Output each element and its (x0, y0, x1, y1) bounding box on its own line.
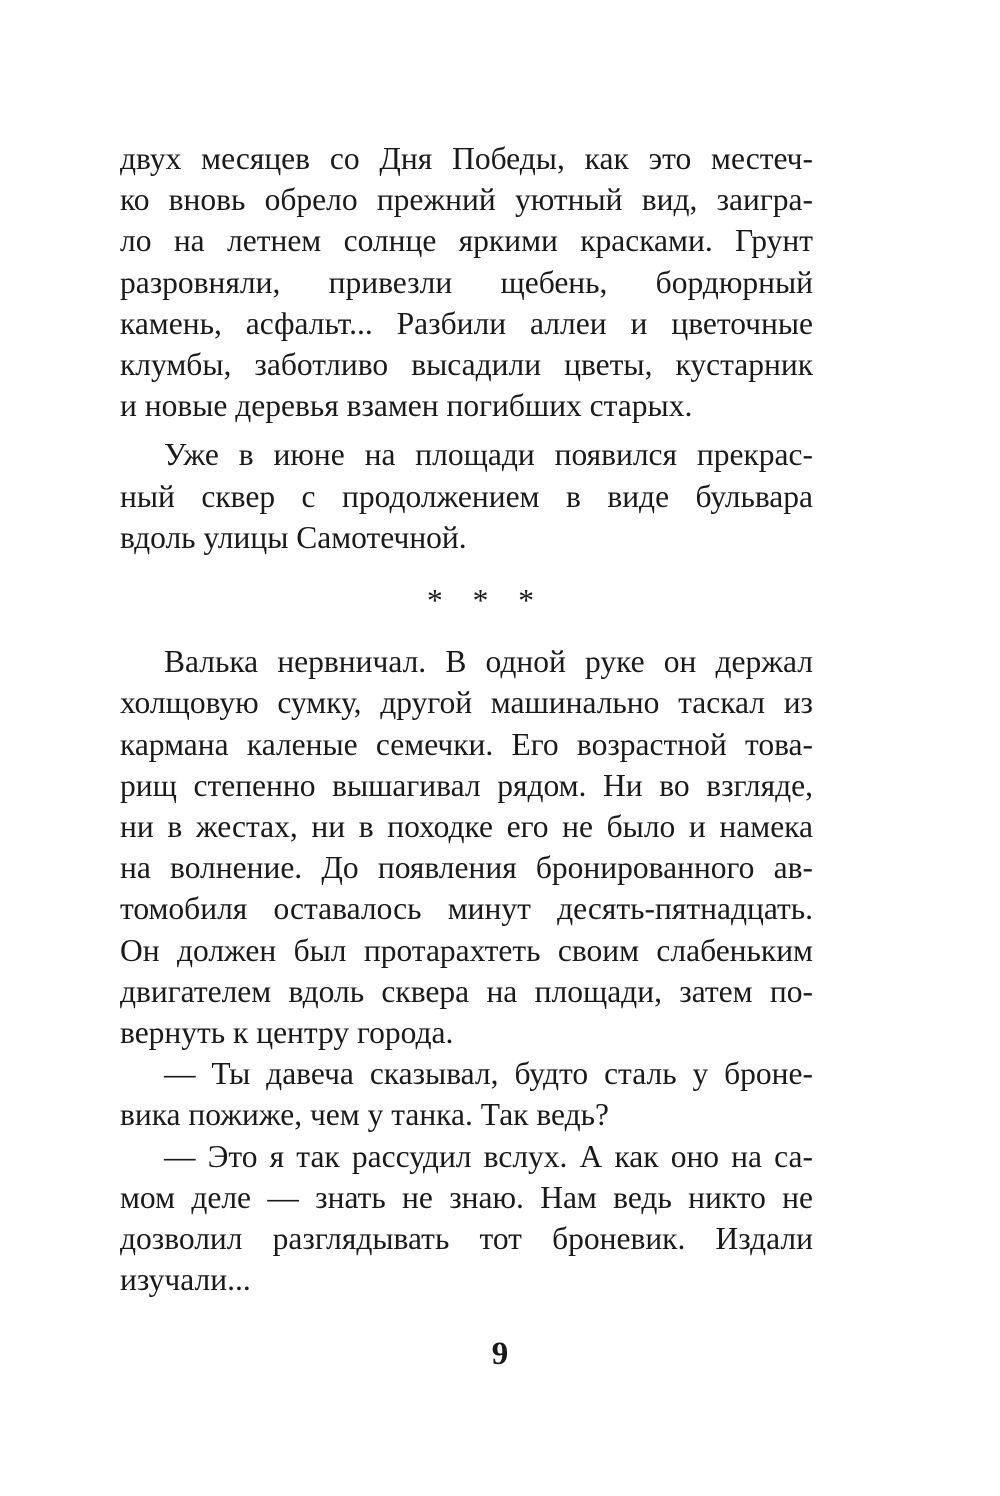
paragraph-1 (120, 138, 813, 426)
paragraph-3 (120, 641, 813, 1053)
text-line: ный сквер с продолжением в виде бульвара (120, 478, 813, 514)
dialogue-2 (120, 1136, 813, 1301)
text-line: Уже в июне на площади появился прекрас- (164, 437, 813, 473)
text-line: рищ степенно вышагивал рядом. Ни во взгляде, (120, 767, 813, 803)
text-line: клумбы, заботливо высадили цветы, кустарник (120, 347, 813, 383)
text-line: вдоль улицы Самотечной. (120, 519, 467, 555)
text-line: и новые деревья взамен погибших старых. (120, 388, 693, 424)
text-line: мом деле — знать не знаю. Нам ведь никто не (120, 1179, 813, 1215)
dialogue-1 (120, 1053, 813, 1135)
text-line: вернуть к центру города. (120, 1015, 454, 1051)
page-number: 9 (491, 1336, 509, 1372)
text-line: томобиля оставалось минут десять-пятнадцать. (120, 891, 813, 927)
text-line: ко вновь обрело прежний уютный вид, заигра- (120, 182, 813, 218)
text-line: дозволил разглядывать тот броневик. Издали (120, 1221, 813, 1257)
text-line: — Это я так рассудил вслух. А как оно на са- (164, 1138, 813, 1174)
text-line: — Ты давеча сказывал, будто сталь у броне- (164, 1056, 813, 1092)
text-line: вика пожиже, чем у танка. Так ведь? (120, 1097, 609, 1133)
section-separator: * * * (427, 583, 534, 619)
text-line: ло на летнем солнце яркими красками. Грунт (120, 223, 813, 259)
text-line: двигателем вдоль сквера на площади, затем по- (120, 973, 813, 1009)
text-line: двух месяцев со Дня Победы, как это местеч- (120, 141, 813, 176)
text-line: разровняли, привезли щебень, бордюрный (120, 264, 813, 300)
paragraph-2 (120, 434, 813, 558)
page-body (120, 138, 813, 1300)
text-line: кармана каленые семечки. Его возрастной това- (120, 726, 813, 762)
text-line: Он должен был протарахтеть своим слабеньким (120, 932, 813, 968)
text-line: холщовую сумку, другой машинально таскал из (120, 685, 813, 721)
text-line: Валька нервничал. В одной руке он держал (164, 644, 813, 680)
text-line: изучали... (120, 1262, 251, 1298)
text-line: ни в жестах, ни в походке его не было и намека (120, 809, 813, 845)
text-line: камень, асфальт... Разбили аллеи и цветочные (120, 305, 813, 341)
text-line: на волнение. До появления бронированного ав- (120, 850, 813, 886)
